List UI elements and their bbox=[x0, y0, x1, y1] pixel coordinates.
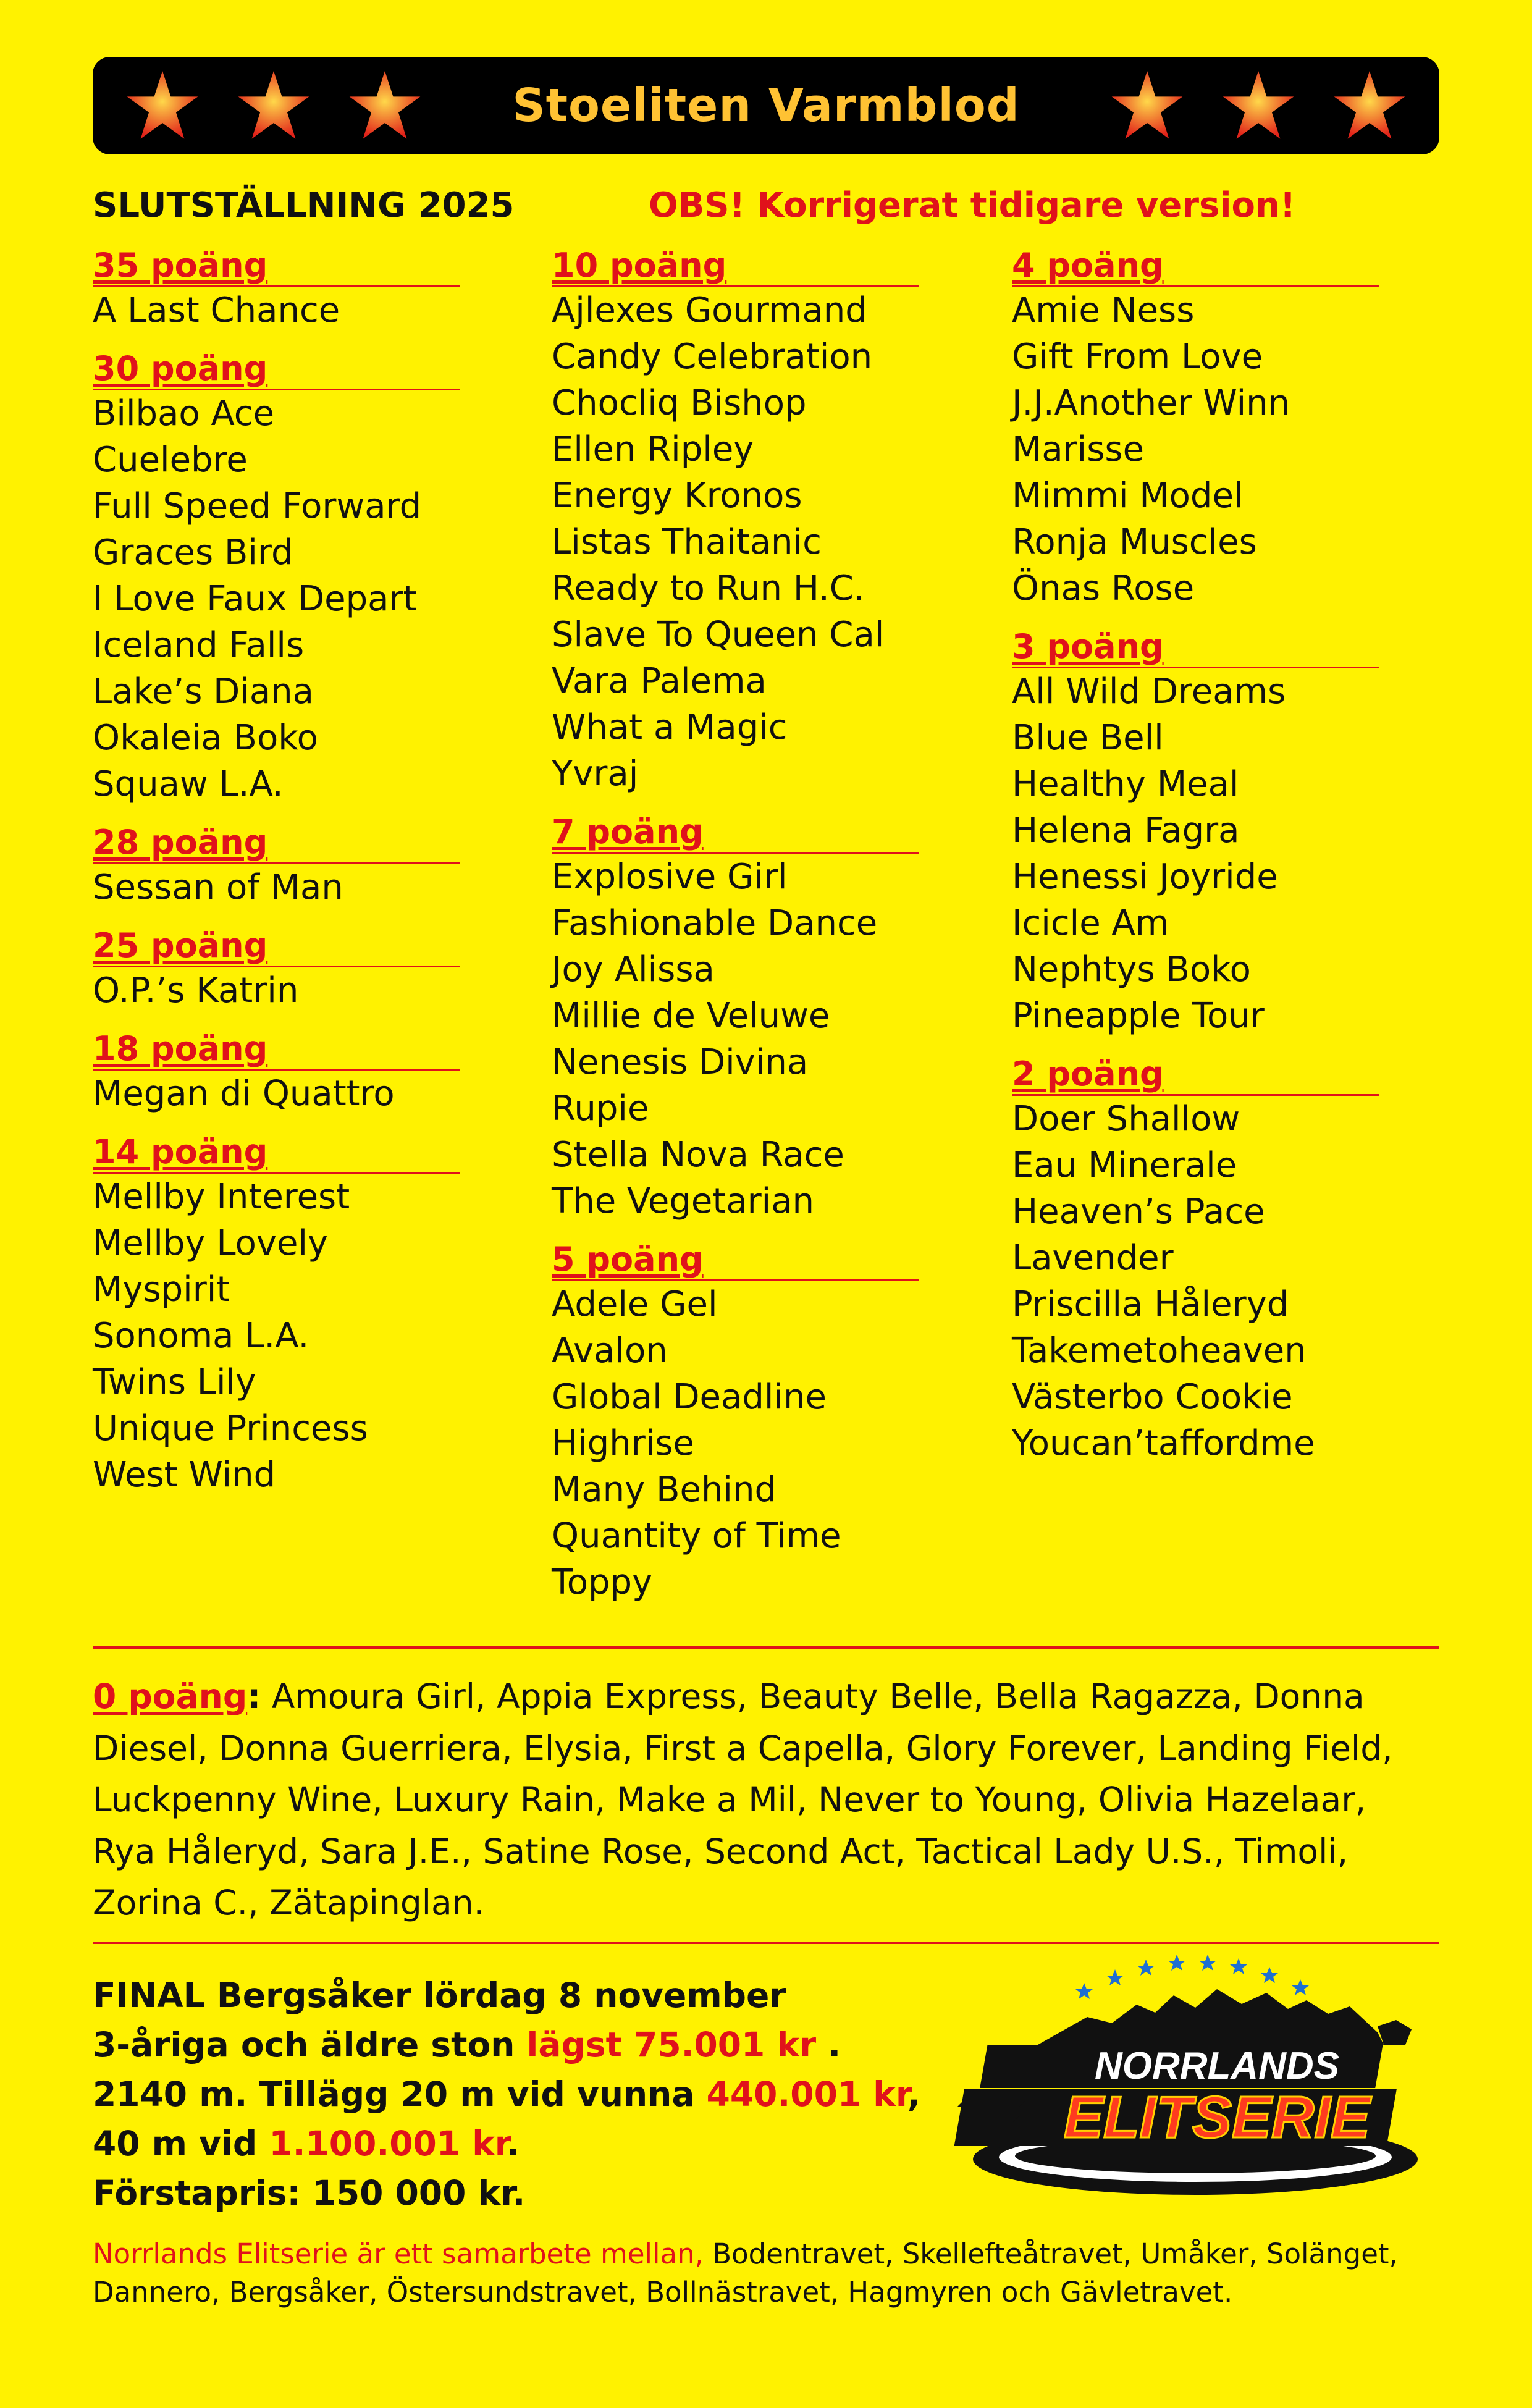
horse-name: Västerbo Cookie bbox=[1012, 1377, 1293, 1417]
horse-name: Squaw L.A. bbox=[93, 764, 284, 804]
logo-top-text: NORRLANDS bbox=[1094, 2045, 1340, 2087]
final-text: 2140 m. Tillägg 20 m vid vunna bbox=[93, 2074, 707, 2114]
footer-members: Bodentravet, Skellefteåtravet, Umåker, Solänget, Dannero, Bergsåker, Östersundstravet, Bollnästravet, Hagmyren och Gävletravet. bbox=[93, 2238, 1398, 2309]
points-group bbox=[1012, 625, 1407, 1039]
points-group bbox=[93, 1027, 488, 1117]
horse-name: What a Magic bbox=[552, 707, 788, 747]
horse-name: Doer Shallow bbox=[1012, 1099, 1240, 1139]
horse-name: Pineapple Tour bbox=[1012, 996, 1265, 1036]
horse-name: All Wild Dreams bbox=[1012, 671, 1286, 712]
horse-name: Lavender bbox=[1012, 1238, 1174, 1278]
horse-name: Fashionable Dance bbox=[552, 903, 878, 943]
standings-column-1 bbox=[93, 244, 488, 1512]
final-text: 40 m vid bbox=[93, 2124, 269, 2163]
final-line bbox=[93, 2069, 958, 2119]
horse-name: Toppy bbox=[552, 1562, 653, 1602]
horse-name: Nephtys Boko bbox=[1012, 949, 1251, 990]
points-group bbox=[552, 1238, 947, 1606]
horse-name: Nenesis Divina bbox=[552, 1042, 809, 1082]
points-heading: 2 poäng bbox=[1012, 1053, 1379, 1096]
points-heading: 14 poäng bbox=[93, 1130, 460, 1174]
horse-name: Global Deadline bbox=[552, 1377, 827, 1417]
horse-name: Explosive Girl bbox=[552, 857, 788, 897]
horse-name: Okaleia Boko bbox=[93, 718, 318, 758]
horse-name: Amie Ness bbox=[1012, 290, 1195, 330]
final-amount: 440.001 kr bbox=[706, 2074, 907, 2114]
horse-name: Megan di Quattro bbox=[93, 1074, 395, 1114]
final-line bbox=[93, 2119, 958, 2168]
horse-name: Heaven’s Pace bbox=[1012, 1192, 1265, 1232]
horse-name: Listas Thaitanic bbox=[552, 522, 822, 562]
horse-name: Youcan’taffordme bbox=[1012, 1423, 1315, 1463]
horse-name: J.J.Another Winn bbox=[1012, 383, 1290, 423]
points-heading: 5 poäng bbox=[552, 1238, 919, 1281]
horse-name: Chocliq Bishop bbox=[552, 383, 807, 423]
points-group bbox=[93, 1130, 488, 1498]
horse-name: Ajlexes Gourmand bbox=[552, 290, 867, 330]
horse-name: Unique Princess bbox=[93, 1408, 368, 1449]
horse-name: Avalon bbox=[552, 1331, 668, 1371]
star-icon bbox=[1221, 68, 1296, 143]
points-heading: 10 poäng bbox=[552, 244, 919, 287]
points-group bbox=[1012, 244, 1407, 612]
horse-name: Ronja Muscles bbox=[1012, 522, 1257, 562]
points-heading: 35 poäng bbox=[93, 244, 460, 287]
horse-name: Gift From Love bbox=[1012, 337, 1263, 377]
horse-name: Lake’s Diana bbox=[93, 671, 314, 712]
horse-name: O.P.’s Katrin bbox=[93, 970, 299, 1011]
points-group bbox=[93, 244, 488, 334]
final-line bbox=[93, 2020, 958, 2069]
horse-name: Graces Bird bbox=[93, 533, 293, 573]
correction-notice: OBS! Korrigerat tidigare version! bbox=[649, 185, 1296, 225]
divider bbox=[93, 1942, 1439, 1944]
horse-name: Adele Gel bbox=[552, 1284, 718, 1324]
points-group bbox=[1012, 1053, 1407, 1467]
horse-name: Quantity of Time bbox=[552, 1516, 841, 1556]
points-group bbox=[93, 347, 488, 807]
horse-name: Mellby Interest bbox=[93, 1177, 350, 1217]
horse-name: Energy Kronos bbox=[552, 476, 802, 516]
points-heading: 28 poäng bbox=[93, 821, 460, 864]
horse-name: Candy Celebration bbox=[552, 337, 873, 377]
horse-name: Highrise bbox=[552, 1423, 694, 1463]
horse-name: Icicle Am bbox=[1012, 903, 1169, 943]
horse-name: Myspirit bbox=[93, 1269, 230, 1310]
final-info bbox=[93, 1971, 958, 2218]
horse-name: Slave To Queen Cal bbox=[552, 615, 885, 655]
horse-name: Rupie bbox=[552, 1088, 649, 1129]
horse-name: Helena Fagra bbox=[1012, 810, 1240, 851]
horse-name: The Vegetarian bbox=[552, 1181, 815, 1221]
horse-name: Stella Nova Race bbox=[552, 1135, 844, 1175]
horse-name: Mellby Lovely bbox=[93, 1223, 329, 1263]
horse-name: Mimmi Model bbox=[1012, 476, 1244, 516]
horse-name: Bilbao Ace bbox=[93, 394, 275, 434]
divider bbox=[93, 1646, 1439, 1649]
points-heading: 4 poäng bbox=[1012, 244, 1379, 287]
horse-name: Henessi Joyride bbox=[1012, 857, 1278, 897]
horse-name: Twins Lily bbox=[93, 1362, 256, 1402]
horse-name: A Last Chance bbox=[93, 290, 340, 330]
points-heading: 18 poäng bbox=[93, 1027, 460, 1071]
footer-lead: Norrlands Elitserie är ett samarbete mellan, bbox=[93, 2238, 704, 2270]
final-amount: lägst 75.001 kr bbox=[526, 2025, 817, 2065]
zero-points-names: Amoura Girl, Appia Express, Beauty Belle, Bella Ragazza, Donna Diesel, Donna Guerriera, Elysia, First a Capella, Glory Forever, Landing Field, Luckpenny Wine, Luxury Rain, Make a Mil, Never to Young, Olivia Hazelaar, Rya Håleryd, Sara J.E., Satine Rose, Second Act, Tactical Lady U.S., Timoli, Zorina C., Zätapinglan. bbox=[93, 1677, 1393, 1922]
horse-name: Iceland Falls bbox=[93, 625, 305, 665]
horse-name: Ready to Run H.C. bbox=[552, 568, 865, 608]
horse-name: Sonoma L.A. bbox=[93, 1316, 309, 1356]
zero-points-paragraph bbox=[93, 1671, 1439, 1929]
horse-name: Sessan of Man bbox=[93, 867, 343, 907]
standings-column-3 bbox=[1012, 244, 1407, 1480]
final-text: 3-åriga och äldre ston bbox=[93, 2025, 527, 2065]
final-text: . bbox=[507, 2124, 520, 2163]
norrlands-elitserie-logo bbox=[951, 1952, 1446, 2199]
points-heading: 3 poäng bbox=[1012, 625, 1379, 668]
standings-column-2 bbox=[552, 244, 947, 1619]
horse-name: Yvraj bbox=[552, 754, 639, 794]
points-heading: 7 poäng bbox=[552, 810, 919, 854]
final-text: , bbox=[907, 2074, 920, 2114]
horse-name: Marisse bbox=[1012, 429, 1145, 469]
horse-name: Eau Minerale bbox=[1012, 1145, 1237, 1185]
horse-name: Priscilla Håleryd bbox=[1012, 1284, 1289, 1324]
star-icon bbox=[1109, 68, 1185, 143]
points-group bbox=[93, 821, 488, 911]
final-line: Förstapris: 150 000 kr. bbox=[93, 2173, 526, 2213]
final-amount: 1.100.001 kr bbox=[269, 2124, 507, 2163]
page-title: Stoeliten Varmblod bbox=[512, 79, 1020, 132]
horse-name: Önas Rose bbox=[1012, 568, 1195, 608]
title-banner bbox=[93, 57, 1439, 154]
horse-name: I Love Faux Depart bbox=[93, 579, 417, 619]
standings-heading: SLUTSTÄLLNING 2025 bbox=[93, 185, 515, 225]
points-group bbox=[552, 810, 947, 1224]
horse-name: Full Speed Forward bbox=[93, 486, 422, 526]
final-line: FINAL Bergsåker lördag 8 november bbox=[93, 1976, 786, 2015]
zero-points-colon: : bbox=[247, 1677, 261, 1716]
zero-points-heading: 0 poäng bbox=[93, 1677, 248, 1716]
horse-name: West Wind bbox=[93, 1455, 276, 1495]
star-icon bbox=[1332, 68, 1407, 143]
final-text: . bbox=[816, 2025, 841, 2065]
points-group bbox=[552, 244, 947, 797]
points-heading: 30 poäng bbox=[93, 347, 460, 390]
footer-note bbox=[93, 2235, 1452, 2312]
logo-bottom-text: ELITSERIE bbox=[1063, 2084, 1371, 2150]
horse-name: Cuelebre bbox=[93, 440, 248, 480]
horse-name: Many Behind bbox=[552, 1470, 777, 1510]
horse-name: Millie de Veluwe bbox=[552, 996, 830, 1036]
horse-name: Blue Bell bbox=[1012, 718, 1164, 758]
points-group bbox=[93, 924, 488, 1014]
points-heading: 25 poäng bbox=[93, 924, 460, 967]
horse-name: Takemetoheaven bbox=[1012, 1331, 1307, 1371]
horse-name: Joy Alissa bbox=[552, 949, 715, 990]
horse-name: Healthy Meal bbox=[1012, 764, 1239, 804]
horse-name: Vara Palema bbox=[552, 661, 767, 701]
horse-name: Ellen Ripley bbox=[552, 429, 754, 469]
